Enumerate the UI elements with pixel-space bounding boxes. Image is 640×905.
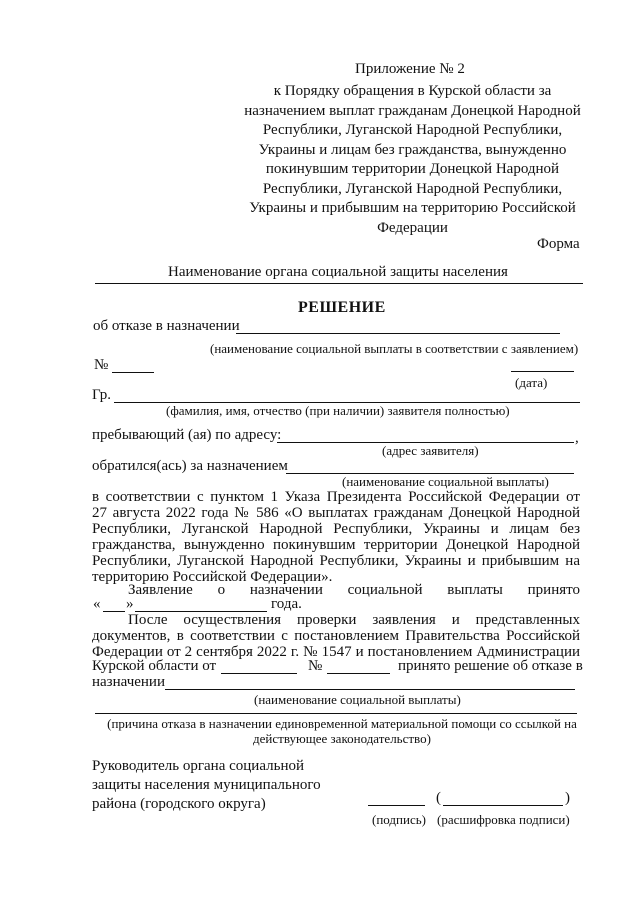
head-title-line: защиты населения муниципального xyxy=(92,777,321,793)
citizen-caption: (фамилия, имя, отчество (при наличии) заявителя полностью) xyxy=(166,403,510,418)
after-check-paragraph xyxy=(92,612,580,660)
number-label: № xyxy=(94,357,109,373)
citizen-label: Гр. xyxy=(92,387,111,403)
reason-caption xyxy=(95,716,589,746)
org-name: Наименование органа социальной защиты населения xyxy=(168,264,508,280)
head-title-line: Руководитель органа социальной xyxy=(92,758,304,774)
signature-decode-field[interactable] xyxy=(443,805,563,806)
address-caption: (адрес заявителя) xyxy=(382,443,479,458)
after-line: Федерации от 2 сентября 2022 г. № 1547 и постановлением Администрации xyxy=(92,644,580,660)
appendix-line: к Порядку обращения в Курской области за xyxy=(273,83,552,99)
resolution-number-field[interactable] xyxy=(327,673,390,674)
date-field[interactable] xyxy=(511,371,574,372)
assign-payment-field[interactable] xyxy=(165,689,575,690)
appendix-line: Федерации xyxy=(377,219,448,236)
date-caption: (дата) xyxy=(515,375,548,390)
decree-line: в соответствии с пунктом 1 Указа Президента Российской Федерации от xyxy=(92,489,580,505)
refusal-label: об отказе в назначении xyxy=(93,318,240,334)
decode-caption: (расшифровка подписи) xyxy=(437,812,570,827)
appendix-line: назначением выплат гражданам Донецкой Народной xyxy=(244,102,581,119)
payment-name-field[interactable] xyxy=(236,333,560,334)
reason-caption-line: действующее законодательство) xyxy=(253,731,431,746)
assign-caption: (наименование социальной выплаты) xyxy=(254,692,461,707)
statement-line: Заявление о назначении социальной выплаты принято xyxy=(128,582,580,598)
decree-paragraph xyxy=(92,489,580,585)
resolution-number-label: № xyxy=(308,658,323,674)
appendix-line: Республики, Луганской Народной Республики, xyxy=(262,180,563,197)
after-line: После осуществления проверки заявления и представленных xyxy=(128,612,580,628)
signature-field[interactable] xyxy=(368,805,425,806)
appendix-line: Республики, Луганской Народной Республики, xyxy=(262,122,563,138)
head-title xyxy=(92,757,321,814)
payment-caption: (наименование социальной выплаты в соответствии с заявлением) xyxy=(210,341,579,356)
date-open-quote: « xyxy=(93,596,101,612)
decree-line: гражданства, вынужденно покинувшим территории Донецкой Народной xyxy=(92,537,580,553)
kursk-tail: принято решение об отказе в xyxy=(398,658,583,674)
sign-caption: (подпись) xyxy=(372,812,426,827)
decree-line: 27 августа 2022 года № 586 «О выплатах гражданам Донецкой Народной xyxy=(92,505,580,521)
applied-caption: (наименование социальной выплаты) xyxy=(342,474,549,489)
head-title-line: района (городского округа) xyxy=(92,796,266,812)
address-label: пребывающий (ая) по адресу: xyxy=(92,427,282,443)
appendix-title: Приложение № 2 xyxy=(355,61,465,77)
reason-caption-line: (причина отказа в назначении единовременной материальной помощи со ссылкой на xyxy=(107,716,577,731)
applied-label: обратился(ась) за назначением xyxy=(92,458,288,474)
resolution-date-field[interactable] xyxy=(221,673,297,674)
year-label: года. xyxy=(271,596,302,612)
kursk-from-label: Курской области от xyxy=(92,658,217,674)
decree-line: территорию Российской Федерации». xyxy=(92,569,333,585)
reason-field[interactable] xyxy=(95,713,577,714)
decree-line: Республики, Луганской Народной Республики, Украины и лицам без xyxy=(92,521,580,537)
date-close-quote: » xyxy=(126,596,134,612)
open-paren: ( xyxy=(436,790,441,806)
appendix-line: Украины и прибывшим на территорию Российской xyxy=(249,200,576,216)
org-name-line xyxy=(95,283,583,284)
decision-title: РЕШЕНИЕ xyxy=(298,299,386,316)
number-field[interactable] xyxy=(112,372,154,373)
decree-line: Республики, Луганской Народной Республики, Украины и прибывшим на xyxy=(92,553,580,569)
appendix-line: покинувшим территории Донецкой Народной xyxy=(265,161,560,177)
appendix-line: Украины и лицам без гражданства, вынужденно xyxy=(258,141,567,158)
appendix-description xyxy=(240,82,585,238)
close-paren: ) xyxy=(565,790,570,806)
form-label: Форма xyxy=(537,236,580,252)
address-comma: , xyxy=(575,430,579,446)
after-line: документов, в соответствии с постановлением Правительства Российской xyxy=(92,628,580,644)
assign-label: назначении xyxy=(92,674,165,690)
